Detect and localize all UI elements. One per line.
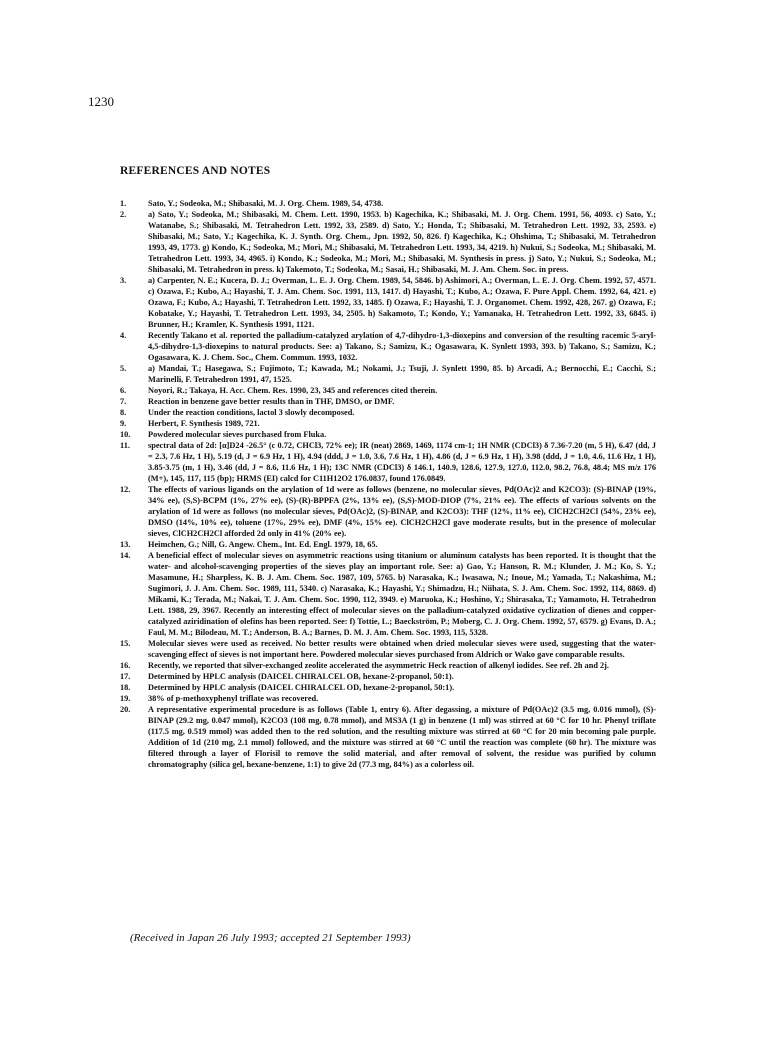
reference-number: 18. <box>120 683 131 692</box>
reference-number: 12. <box>120 485 131 494</box>
reference-item <box>120 198 656 209</box>
reference-item <box>120 539 656 550</box>
reference-item <box>120 704 656 770</box>
reference-text: Reaction in benzene gave better results than in THF, DMSO, or DMF. <box>148 397 395 406</box>
reference-text: 38% of p-methoxyphenyl triflate was recovered. <box>148 694 319 703</box>
reference-number: 16. <box>120 661 131 670</box>
reference-text: a) Carpenter, N. E.; Kucera, D. J.; Overman, L. E. J. Org. Chem. 1989, 54, 5846. b) Ashimori, A.; Overman, L. E. J. Org. Chem. 1992, 57, 4571. c) Ozawa, F.; Kubo, A.; Hayashi, T. J. Am. Chem. Soc. 1991, 113, 1417. d) Hayashi, T.; Kubo, A.; Ozawa, F. Pure Appl. Chem. 1992, 64, 421. e) Ozawa, F.; Kubo, A.; Hayashi, T. Tetrahedron Lett. 1992, 33, 1485. f) Ozawa, F.; Hayashi, T. J. Organomet. Chem. 1992, 428, 267. g) Ozawa, F.; Kobatake, Y.; Hayashi, T. Tetrahedron Lett. 1993, 34, 2505. h) Sakamoto, T.; Kondo, Y.; Yamanaka, H. Tetrahedron Lett. 1992, 33, 6845. i) Brunner, H.; Kramler, K. Synthesis 1991, 1121. <box>148 276 656 329</box>
reference-number: 15. <box>120 639 131 648</box>
reference-item <box>120 440 656 484</box>
reference-item <box>120 550 656 638</box>
reference-number: 4. <box>120 331 127 340</box>
reference-item <box>120 484 656 539</box>
reference-number: 11. <box>120 441 130 450</box>
reference-item <box>120 660 656 671</box>
reference-item <box>120 682 656 693</box>
reference-number: 19. <box>120 694 131 703</box>
reference-text: The effects of various ligands on the arylation of 1d were as follows (benzene, no molecular sieves, Pd(OAc)2 and K2CO3): (S)-BINAP (19%, 34% ee), (S,S)-BCPM (1%, 27% ee), (S)-(R)-BPPFA (2%, 13% ee), (S,S)-MOD-DIOP (7%, 21% ee). The effects of various solvents on the arylation of 1d were as follows (no molecular sieves, Pd(OAc)2, (S)-BINAP, and K2CO3): THF (12%, 11% ee), ClCH2CH2Cl (54%, 23% ee), DMSO (14%, 10% ee), toluene (17%, 29% ee), DMF (4%, 15% ee). ClCH2CH2Cl gave moderate results, but in the presence of molecular sieves, ClCH2CH2Cl afforded 2d only in 41% (20% ee). <box>148 485 656 538</box>
reference-text: a) Sato, Y.; Sodeoka, M.; Shibasaki, M. Chem. Lett. 1990, 1953. b) Kagechika, K.; Shibasaki, M. J. Org. Chem. 1991, 56, 4093. c) Sato, Y.; Watanabe, S.; Shibasaki, M. Tetrahedron Lett. 1992, 33, 2589. d) Sato, Y.; Honda, T.; Shibasaki, M. Tetrahedron Lett. 1992, 33, 2593. e) Shibasaki, M.; Sato, Y.; Kagechika, K. J. Synth. Org. Chem., Jpn. 1992, 50, 826. f) Kagechika, K.; Ohshima, T.; Shibasaki, M. Tetrahedron 1993, 49, 1773. g) Kondo, K.; Sodeoka, M.; Mori, M.; Shibasaki, M. Tetrahedron Lett. 1993, 34, 4219. h) Nukui, S.; Sodeoka, M.; Shibasaki, M. Tetrahedron Lett. 1993, 34, 4965. i) Kondo, K.; Sodeoka, M.; Mori, M.; Shibasaki, M. Synthesis in press. j) Sato, Y.; Nukui, S.; Sodeoka, M.; Shibasaki, M. Tetrahedron in press. k) Takemoto, T.; Sodeoka, M.; Sasai, H.; Shibasaki, M. J. Am. Chem. Soc. in press. <box>148 210 656 274</box>
received-note: (Received in Japan 26 July 1993; accepted 21 September 1993) <box>130 932 411 944</box>
references-list <box>120 198 656 770</box>
reference-text: Heimchen, G.; Nill, G. Angew. Chem., Int. Ed. Engl. 1979, 18, 65. <box>148 540 378 549</box>
reference-number: 2. <box>120 210 127 219</box>
reference-text: A beneficial effect of molecular sieves on asymmetric reactions using titanium or aluminum catalysts has been reported. It is thought that the water- and alcohol-scavenging properties of the sieves play an important role. See: a) Gao, Y.; Hanson, R. M.; Klunder, J. M.; Ko, S. Y.; Masamune, H.; Sharpless, K. B. J. Am. Chem. Soc. 1987, 109, 5765. b) Narasaka, K.; Iwasawa, N.; Inoue, M.; Yamada, T.; Nakashima, M.; Sugimori, J. J. Am. Chem. Soc. 1989, 111, 5340. c) Narasaka, K.; Hayashi, Y.; Shimadzu, H.; Niihata, S. J. Am. Chem. Soc. 1992, 114, 8869. d) Mikami, K.; Terada, M.; Nakai, T. J. Am. Chem. Soc. 1990, 112, 3949. e) Maruoka, K.; Hoshino, Y.; Shirasaka, T.; Yamamoto, H. Tetrahedron Lett. 1988, 29, 3967. Recently an interesting effect of molecular sieves on the palladium-catalyzed oxidative cyclization of dienes and copper-catalyzed aziridination of olefins has been reported. See: f) Tottie, L.; Baeckström, P.; Moberg, C. J. Org. Chem. 1992, 57, 6579. g) Evans, D. A.; Faul, M. M.; Bilodeau, M. T.; Anderson, B. A.; Barnes, D. M. J. Am. Chem. Soc. 1993, 115, 5328. <box>148 551 656 637</box>
reference-number: 9. <box>120 419 127 428</box>
reference-text: Molecular sieves were used as received. No better results were obtained when dried molecular sieves were used, suggesting that the water-scavenging effect of sieves is not important here. Powdered molecular sieves purchased from Aldrich or Wako gave comparable results. <box>148 639 656 659</box>
reference-text: spectral data of 2d: [α]D24 -26.5° (c 0.72, CHCl3, 72% ee); IR (neat) 2869, 1469, 1174 cm-1; 1H NMR (CDCl3) δ 7.36-7.20 (m, 5 H), 6.47 (dd, J = 2.3, 7.6 Hz, 1 H), 5.19 (d, J = 6.9 Hz, 1 H), 4.94 (ddd, J = 1.0, 3.6, 7.6 Hz, 1 H), 4.86 (d, J = 6.9 Hz, 1 H), 3.98 (ddd, J = 1.0, 4.6, 11.6 Hz, 1 H), 3.85-3.75 (m, 1 H), 3.46 (dd, J = 8.6, 11.6 Hz, 1 H); 13C NMR (CDCl3) δ 146.1, 140.9, 128.6, 127.9, 127.0, 112.0, 98.2, 76.8, 48.4; MS m/z 176 (M+), 145, 117, 115 (bp); HRMS (EI) calcd for C11H12O2 176.0837, found 176.0849. <box>148 441 656 483</box>
reference-number: 6. <box>120 386 127 395</box>
reference-number: 20. <box>120 705 131 714</box>
reference-number: 10. <box>120 430 131 439</box>
reference-text: Sato, Y.; Sodeoka, M.; Shibasaki, M. J. Org. Chem. 1989, 54, 4738. <box>148 199 384 208</box>
reference-item <box>120 407 656 418</box>
reference-text: Under the reaction conditions, lactol 3 slowly decomposed. <box>148 408 355 417</box>
reference-number: 17. <box>120 672 131 681</box>
reference-text: Recently, we reported that silver-exchanged zeolite accelerated the asymmetric Heck reaction of alkenyl iodides. See ref. 2h and 2j. <box>148 661 609 670</box>
reference-item <box>120 418 656 429</box>
reference-number: 14. <box>120 551 131 560</box>
page-number: 1230 <box>88 94 114 109</box>
reference-number: 8. <box>120 408 127 417</box>
reference-item <box>120 385 656 396</box>
reference-item <box>120 275 656 330</box>
reference-text: Powdered molecular sieves purchased from Fluka. <box>148 430 327 439</box>
reference-item <box>120 671 656 682</box>
reference-number: 3. <box>120 276 127 285</box>
reference-text: Determined by HPLC analysis (DAICEL CHIRALCEL OB, hexane-2-propanol, 50:1). <box>148 672 454 681</box>
reference-item <box>120 209 656 275</box>
reference-text: a) Mandai, T.; Hasegawa, S.; Fujimoto, T.; Kawada, M.; Nokami, J.; Tsuji, J. Synlett 1990, 85. b) Arcadi, A.; Bernocchi, E.; Cacchi, S.; Marinelli, F. Tetrahedron 1991, 47, 1525. <box>148 364 656 384</box>
reference-text: A representative experimental procedure is as follows (Table 1, entry 6). After degassing, a mixture of Pd(OAc)2 (3.5 mg, 0.016 mmol), (S)-BINAP (29.2 mg, 0.047 mmol), K2CO3 (108 mg, 0.78 mmol), and MS3A (1 g) in benzene (1 ml) was stirred at 60 °C for 10 hr. Phenyl triflate (117.5 mg, 0.519 mmol) was added then to the red solution, and the resulting mixture was stirred at 60 °C for 20 min becoming pale purple. Addition of 1d (210 mg, 2.1 mmol) followed, and the mixture was stirred at 60 °C until the reaction was complete (60 hr). The mixture was filtered through a layer of Florisil to remove the solid material, and after removal of solvent, the residue was purified by column chromatography (silica gel, hexane-benzene, 1:1) to give 2d (77.3 mg, 84%) as a colorless oil. <box>148 705 656 769</box>
reference-item <box>120 638 656 660</box>
reference-text: Noyori, R.; Takaya, H. Acc. Chem. Res. 1990, 23, 345 and references cited therein. <box>148 386 438 395</box>
reference-text: Recently Takano et al. reported the palladium-catalyzed arylation of 4,7-dihydro-1,3-dioxepins and conversion of the resulting racemic 5-aryl-4,5-dihydro-1,3-dioxepins to natural products. See: a) Takano, S.; Samizu, K.; Ogasawara, K. Synlett 1993, 393. b) Takano, S.; Samizu, K.; Ogasawara, K. J. Chem. Soc., Chem. Commun. 1993, 1032. <box>148 331 656 362</box>
reference-item <box>120 693 656 704</box>
reference-number: 1. <box>120 199 127 208</box>
reference-number: 7. <box>120 397 127 406</box>
section-title: REFERENCES AND NOTES <box>120 165 271 177</box>
reference-number: 13. <box>120 540 131 549</box>
reference-item <box>120 396 656 407</box>
reference-item <box>120 330 656 363</box>
reference-text: Herbert, F. Synthesis 1989, 721. <box>148 419 260 428</box>
reference-item <box>120 429 656 440</box>
reference-text: Determined by HPLC analysis (DAICEL CHIRALCEL OD, hexane-2-propanol, 50:1). <box>148 683 455 692</box>
reference-number: 5. <box>120 364 127 373</box>
reference-item <box>120 363 656 385</box>
